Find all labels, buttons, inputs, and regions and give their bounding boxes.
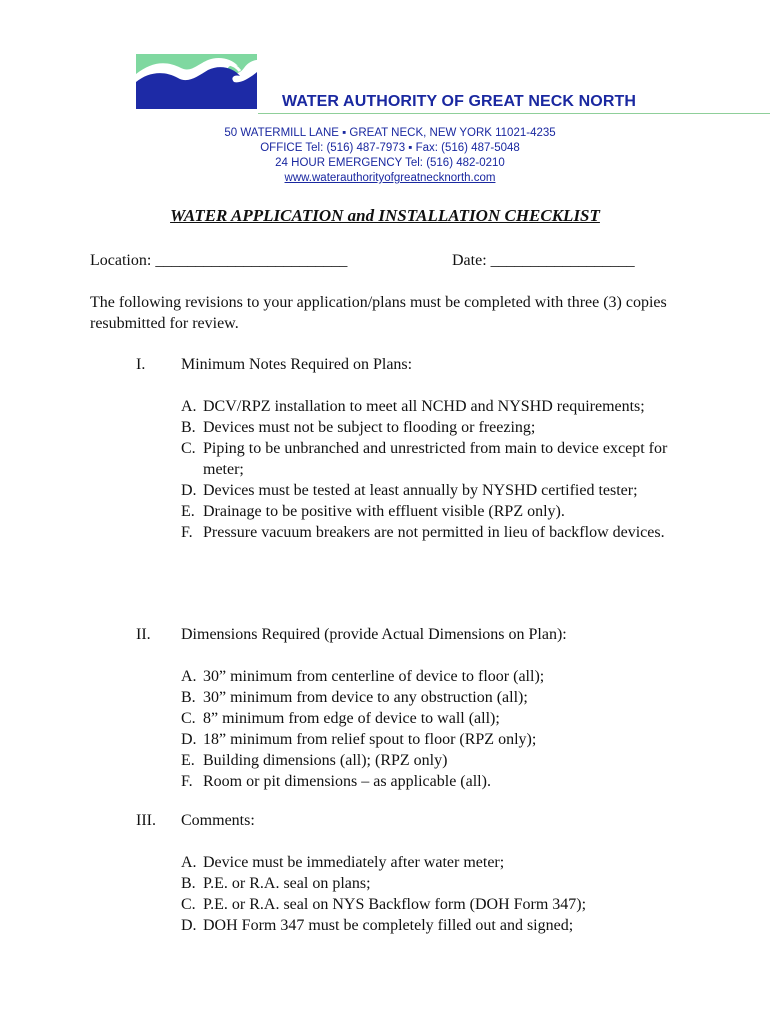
section-label: Comments: bbox=[181, 812, 255, 829]
list-item bbox=[181, 687, 681, 708]
list-item bbox=[181, 666, 681, 687]
item-text: P.E. or R.A. seal on NYS Backflow form (DOH Form 347); bbox=[203, 896, 587, 913]
document-title: WATER APPLICATION and INSTALLATION CHECKLIST bbox=[170, 206, 600, 225]
list-item bbox=[181, 771, 681, 792]
item-text: Devices must not be subject to flooding or freezing; bbox=[203, 419, 536, 436]
location-field[interactable]: Location: ________________________ bbox=[90, 252, 348, 269]
list-item bbox=[181, 396, 681, 417]
item-text: Devices must be tested at least annually by NYSHD certified tester; bbox=[203, 482, 638, 499]
item-text: Room or pit dimensions – as applicable (all). bbox=[203, 773, 491, 790]
item-text: 30” minimum from device to any obstruction (all); bbox=[203, 689, 528, 706]
item-text: P.E. or R.A. seal on plans; bbox=[203, 875, 371, 892]
item-letter: C. bbox=[181, 440, 196, 457]
item-letter: C. bbox=[181, 710, 196, 727]
section-label: Dimensions Required (provide Actual Dimensions on Plan): bbox=[181, 626, 567, 643]
item-text: 18” minimum from relief spout to floor (RPZ only); bbox=[203, 731, 537, 748]
item-letter: A. bbox=[181, 398, 197, 415]
item-letter: A. bbox=[181, 854, 197, 871]
item-letter: D. bbox=[181, 482, 197, 499]
contact-block bbox=[130, 126, 650, 186]
item-letter: D. bbox=[181, 731, 197, 748]
item-letter: E. bbox=[181, 503, 195, 520]
address-line: 50 WATERMILL LANE ▪ GREAT NECK, NEW YORK 11021-4235 bbox=[224, 127, 556, 139]
item-text: 30” minimum from centerline of device to floor (all); bbox=[203, 668, 545, 685]
date-field[interactable]: Date: __________________ bbox=[452, 252, 635, 269]
item-text: Drainage to be positive with effluent visible (RPZ only). bbox=[203, 503, 565, 520]
section-number: II. bbox=[136, 626, 151, 643]
item-letter: C. bbox=[181, 896, 196, 913]
item-text: DCV/RPZ installation to meet all NCHD and NYSHD requirements; bbox=[203, 398, 645, 415]
list-item bbox=[181, 729, 681, 750]
item-letter: B. bbox=[181, 689, 196, 706]
item-text: Piping to be unbranched and unrestricted from main to device except for meter; bbox=[203, 440, 668, 478]
list-item bbox=[181, 417, 681, 438]
section-number: I. bbox=[136, 356, 146, 373]
item-text: Building dimensions (all); (RPZ only) bbox=[203, 752, 448, 769]
list-item bbox=[181, 873, 681, 894]
item-text: Pressure vacuum breakers are not permitted in lieu of backflow devices. bbox=[203, 524, 665, 541]
item-letter: E. bbox=[181, 752, 195, 769]
item-letter: B. bbox=[181, 419, 196, 436]
item-letter: F. bbox=[181, 524, 193, 541]
list-item bbox=[181, 501, 681, 522]
list-item bbox=[181, 894, 681, 915]
checklist bbox=[181, 666, 681, 792]
item-text: DOH Form 347 must be completely filled out and signed; bbox=[203, 917, 574, 934]
item-letter: D. bbox=[181, 917, 197, 934]
list-item bbox=[181, 438, 681, 480]
list-item bbox=[181, 480, 681, 501]
checklist bbox=[181, 396, 681, 543]
item-letter: B. bbox=[181, 875, 196, 892]
organization-name: WATER AUTHORITY OF GREAT NECK NORTH bbox=[282, 93, 637, 110]
item-text: Device must be immediately after water meter; bbox=[203, 854, 505, 871]
list-item bbox=[181, 522, 681, 543]
intro-paragraph: The following revisions to your application/plans must be completed with three (3) copies resubmitted for review. bbox=[90, 294, 667, 332]
list-item bbox=[181, 852, 681, 873]
list-item bbox=[181, 750, 681, 771]
item-letter: F. bbox=[181, 773, 193, 790]
wave-logo-icon bbox=[136, 54, 257, 109]
emergency-phone-line: 24 HOUR EMERGENCY Tel: (516) 482-0210 bbox=[275, 157, 505, 169]
section-label: Minimum Notes Required on Plans: bbox=[181, 356, 413, 373]
website-link[interactable]: www.waterauthorityofgreatnecknorth.com bbox=[284, 172, 496, 184]
section-number: III. bbox=[136, 812, 156, 829]
header-divider bbox=[258, 113, 770, 114]
item-text: 8” minimum from edge of device to wall (all); bbox=[203, 710, 500, 727]
checklist bbox=[181, 852, 681, 936]
office-phone-line: OFFICE Tel: (516) 487-7973 ▪ Fax: (516) 487-5048 bbox=[260, 142, 520, 154]
item-letter: A. bbox=[181, 668, 197, 685]
list-item bbox=[181, 915, 681, 936]
list-item bbox=[181, 708, 681, 729]
